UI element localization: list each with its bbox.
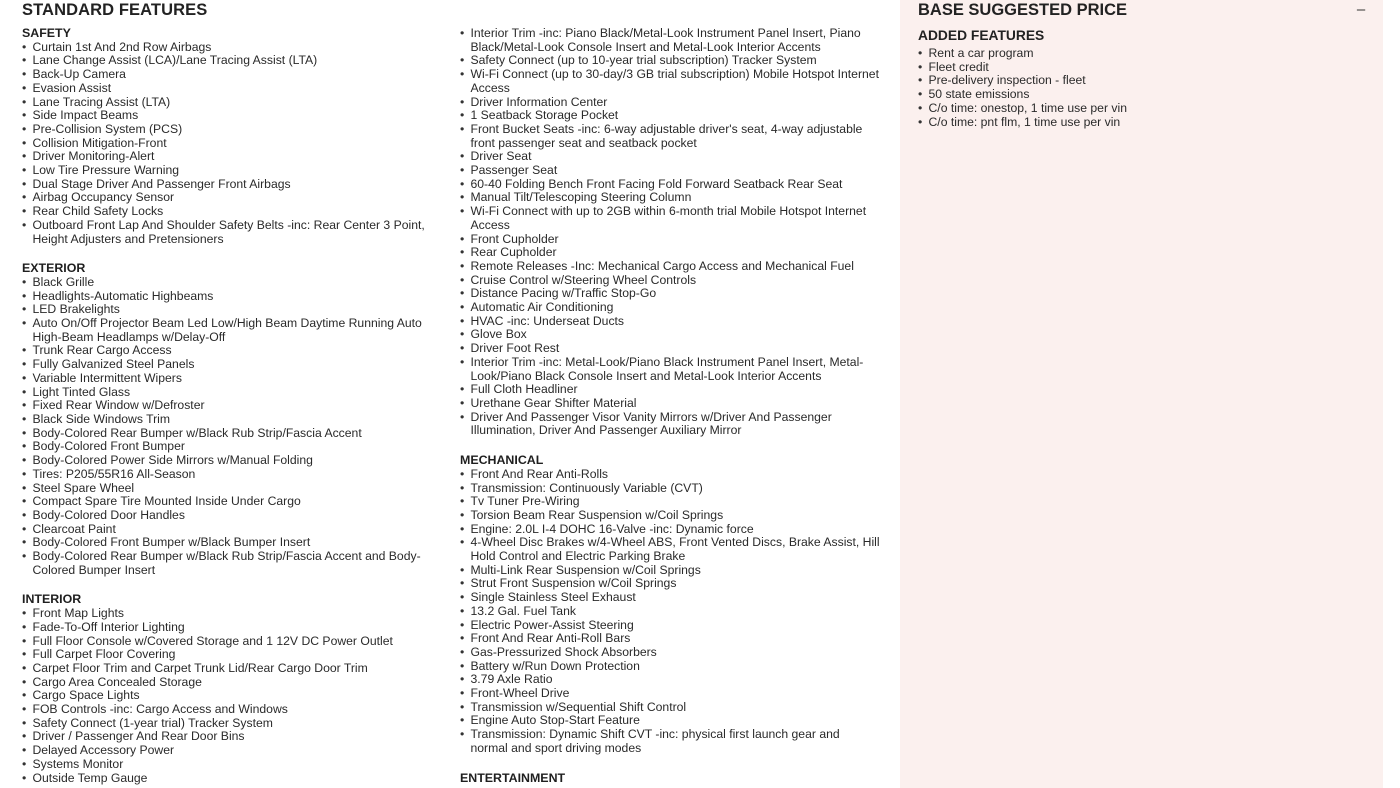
- list-item: • Gas-Pressurized Shock Absorbers: [460, 646, 880, 660]
- list-item: • Systems Monitor: [22, 758, 442, 772]
- section-heading: INTERIOR: [22, 592, 82, 607]
- list-item: • 13.2 Gal. Fuel Tank: [460, 605, 880, 619]
- list-item: • Strut Front Suspension w/Coil Springs: [460, 577, 880, 591]
- list-item: • Front Bucket Seats -inc: 6-way adjustable driver's seat, 4-way adjustable front passenger seat and seatback pocket: [460, 123, 880, 150]
- list-item: • Single Stainless Steel Exhaust: [460, 591, 880, 605]
- standard-features-title: STANDARD FEATURES: [22, 1, 208, 19]
- list-item: • Steel Spare Wheel: [22, 482, 442, 496]
- list-item: • Front And Rear Anti-Rolls: [460, 468, 880, 482]
- section-heading: SAFETY: [22, 26, 71, 40]
- list-item: • Fully Galvanized Steel Panels: [22, 358, 442, 372]
- list-item: • Black Side Windows Trim: [22, 413, 442, 427]
- list-item: • Body-Colored Rear Bumper w/Black Rub Strip/Fascia Accent and Body-Colored Bumper Insert: [22, 550, 442, 577]
- list-item: • Body-Colored Front Bumper w/Black Bumper Insert: [22, 536, 442, 550]
- list-item: • Evasion Assist: [22, 82, 442, 96]
- list-item: • 4-Wheel Disc Brakes w/4-Wheel ABS, Front Vented Discs, Brake Assist, Hill Hold Control and Electric Parking Brake: [460, 536, 880, 563]
- list-item: • HVAC -inc: Underseat Ducts: [460, 315, 880, 329]
- list-item: • Body-Colored Rear Bumper w/Black Rub Strip/Fascia Accent: [22, 427, 442, 441]
- list-item: • C/o time: onestop, 1 time use per vin: [918, 102, 1368, 116]
- list-item: • Urethane Gear Shifter Material: [460, 397, 880, 411]
- list-item: • Side Impact Beams: [22, 109, 442, 123]
- list-item: • Driver Monitoring-Alert: [22, 150, 442, 164]
- list-item: • Cargo Area Concealed Storage: [22, 676, 442, 690]
- list-item: • Engine: 2.0L I-4 DOHC 16-Valve -inc: Dynamic force: [460, 523, 880, 537]
- list-item: • Light Tinted Glass: [22, 386, 442, 400]
- list-item: • 50 state emissions: [918, 88, 1368, 102]
- list-item: • Safety Connect (up to 10-year trial subscription) Tracker System: [460, 54, 880, 68]
- list-item: • Outboard Front Lap And Shoulder Safety Belts -inc: Rear Center 3 Point, Height Adjusters and Pretensioners: [22, 219, 442, 246]
- list-item: • Driver / Passenger And Rear Door Bins: [22, 730, 442, 744]
- list-item: • Curtain 1st And 2nd Row Airbags: [22, 41, 442, 55]
- list-item: • Body-Colored Power Side Mirrors w/Manual Folding: [22, 454, 442, 468]
- base-suggested-price-title: BASE SUGGESTED PRICE: [918, 1, 1128, 19]
- list-item: • Driver And Passenger Visor Vanity Mirrors w/Driver And Passenger Illumination, Driver And Passenger Auxiliary Mirror: [460, 411, 880, 438]
- list-item: • Interior Trim -inc: Metal-Look/Piano Black Instrument Panel Insert, Metal-Look/Piano Black Console Insert and Metal-Look Interior Accents: [460, 356, 880, 383]
- list-item: • Front-Wheel Drive: [460, 687, 880, 701]
- list-item: • Wi-Fi Connect with up to 2GB within 6-month trial Mobile Hotspot Internet Access: [460, 205, 880, 232]
- section-heading: MECHANICAL: [460, 453, 544, 468]
- list-item: • Transmission: Continuously Variable (CVT): [460, 482, 880, 496]
- page-gutter: [1383, 0, 1400, 788]
- list-item: • Full Floor Console w/Covered Storage and 1 12V DC Power Outlet: [22, 635, 442, 649]
- list-item: • Passenger Seat: [460, 164, 880, 178]
- list-item: • Dual Stage Driver And Passenger Front Airbags: [22, 178, 442, 192]
- list-item: • LED Brakelights: [22, 303, 442, 317]
- list-item: • Black Grille: [22, 276, 442, 290]
- list-item: • Automatic Air Conditioning: [460, 301, 880, 315]
- list-item: • Rear Child Safety Locks: [22, 205, 442, 219]
- list-item: • Trunk Rear Cargo Access: [22, 344, 442, 358]
- list-item: • Cruise Control w/Steering Wheel Controls: [460, 274, 880, 288]
- list-item: • Driver Foot Rest: [460, 342, 880, 356]
- section-mechanical: [460, 454, 880, 755]
- list-item: • Compact Spare Tire Mounted Inside Under Cargo: [22, 495, 442, 509]
- collapse-icon[interactable]: –: [1356, 1, 1366, 18]
- list-item: • Headlights-Automatic Highbeams: [22, 290, 442, 304]
- section-heading: EXTERIOR: [22, 261, 86, 276]
- list-item: • Manual Tilt/Telescoping Steering Column: [460, 191, 880, 205]
- list-item: • Driver Information Center: [460, 96, 880, 110]
- section-exterior: [22, 262, 442, 577]
- list-item: • Low Tire Pressure Warning: [22, 164, 442, 178]
- list-item: • Torsion Beam Rear Suspension w/Coil Springs: [460, 509, 880, 523]
- added-features-title: ADDED FEATURES: [918, 28, 1045, 43]
- list-item: • Fleet credit: [918, 61, 1368, 75]
- list-item: • Pre-Collision System (PCS): [22, 123, 442, 137]
- section-safety: [22, 27, 442, 246]
- features-column-1: [22, 27, 442, 788]
- list-item: • Carpet Floor Trim and Carpet Trunk Lid/Rear Cargo Door Trim: [22, 662, 442, 676]
- list-item: • Rent a car program: [918, 47, 1368, 61]
- section-interior-continued: [460, 27, 880, 438]
- added-features-list: [918, 47, 1368, 129]
- list-item: • Front And Rear Anti-Roll Bars: [460, 632, 880, 646]
- list-item: • Pre-delivery inspection - fleet: [918, 74, 1368, 88]
- feature-list: [460, 27, 880, 438]
- list-item: • Tv Tuner Pre-Wiring: [460, 495, 880, 509]
- list-item: • Delayed Accessory Power: [22, 744, 442, 758]
- list-item: • Front Cupholder: [460, 233, 880, 247]
- list-item: • C/o time: pnt flm, 1 time use per vin: [918, 116, 1368, 130]
- list-item: • Tires: P205/55R16 All-Season: [22, 468, 442, 482]
- feature-list: [22, 276, 442, 577]
- section-entertainment: [460, 772, 880, 786]
- list-item: • Body-Colored Door Handles: [22, 509, 442, 523]
- feature-list: [22, 607, 442, 785]
- list-item: • Back-Up Camera: [22, 68, 442, 82]
- list-item: • Collision Mitigation-Front: [22, 137, 442, 151]
- list-item: • Remote Releases -Inc: Mechanical Cargo Access and Mechanical Fuel: [460, 260, 880, 274]
- list-item: • FOB Controls -inc: Cargo Access and Windows: [22, 703, 442, 717]
- list-item: • Fixed Rear Window w/Defroster: [22, 399, 442, 413]
- features-column-2: [460, 27, 880, 788]
- list-item: • Distance Pacing w/Traffic Stop-Go: [460, 287, 880, 301]
- feature-list: [460, 468, 880, 756]
- list-item: • Full Cloth Headliner: [460, 383, 880, 397]
- list-item: • Fade-To-Off Interior Lighting: [22, 621, 442, 635]
- list-item: • 1 Seatback Storage Pocket: [460, 109, 880, 123]
- list-item: • 60-40 Folding Bench Front Facing Fold Forward Seatback Rear Seat: [460, 178, 880, 192]
- list-item: • 3.79 Axle Ratio: [460, 673, 880, 687]
- list-item: • Safety Connect (1-year trial) Tracker System: [22, 717, 442, 731]
- list-item: • Lane Tracing Assist (LTA): [22, 96, 442, 110]
- list-item: • Wi-Fi Connect (up to 30-day/3 GB trial subscription) Mobile Hotspot Internet Access: [460, 68, 880, 95]
- feature-list: [22, 41, 442, 247]
- list-item: • Transmission w/Sequential Shift Control: [460, 701, 880, 715]
- list-item: • Variable Intermittent Wipers: [22, 372, 442, 386]
- list-item: • Glove Box: [460, 328, 880, 342]
- list-item: • Cargo Space Lights: [22, 689, 442, 703]
- list-item: • Clearcoat Paint: [22, 523, 442, 537]
- list-item: • Multi-Link Rear Suspension w/Coil Springs: [460, 564, 880, 578]
- list-item: • Transmission: Dynamic Shift CVT -inc: physical first launch gear and normal and sport driving modes: [460, 728, 880, 755]
- list-item: • Outside Temp Gauge: [22, 772, 442, 786]
- list-item: • Front Map Lights: [22, 607, 442, 621]
- list-item: • Battery w/Run Down Protection: [460, 660, 880, 674]
- list-item: • Auto On/Off Projector Beam Led Low/High Beam Daytime Running Auto High-Beam Headlamps w/Delay-Off: [22, 317, 442, 344]
- list-item: • Interior Trim -inc: Piano Black/Metal-Look Instrument Panel Insert, Piano Black/Metal-Look Console Insert and Metal-Look Interior Accents: [460, 27, 880, 54]
- list-item: • Body-Colored Front Bumper: [22, 440, 442, 454]
- section-heading: ENTERTAINMENT: [460, 770, 566, 785]
- list-item: • Rear Cupholder: [460, 246, 880, 260]
- list-item: • Lane Change Assist (LCA)/Lane Tracing Assist (LTA): [22, 54, 442, 68]
- list-item: • Electric Power-Assist Steering: [460, 619, 880, 633]
- list-item: • Driver Seat: [460, 150, 880, 164]
- list-item: • Airbag Occupancy Sensor: [22, 191, 442, 205]
- section-interior: [22, 593, 442, 785]
- list-item: • Full Carpet Floor Covering: [22, 648, 442, 662]
- list-item: • Engine Auto Stop-Start Feature: [460, 714, 880, 728]
